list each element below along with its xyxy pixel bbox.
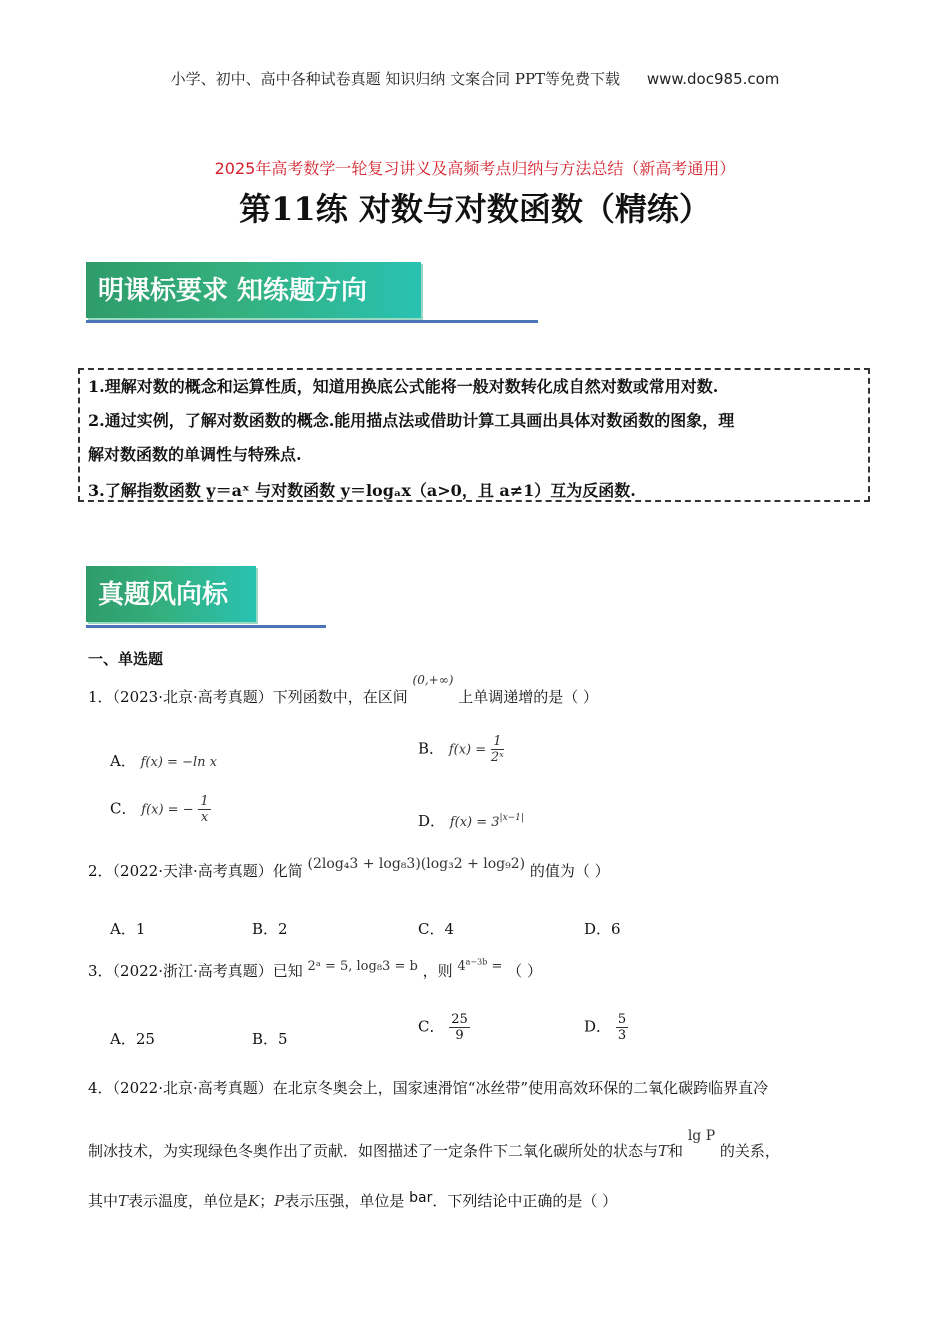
q2-option-b[interactable]: B．2 [252,920,288,938]
question-3-stem: 3．（2022·浙江·高考真题）已知 2ᵃ = 5, log₈3 = b ，则 $4^{a-3b}$ = （ ） [88,957,542,980]
q3-option-d[interactable]: D． $\frac{5}{3}$ [584,1012,627,1043]
question-2-stem: 2．（2022·天津·高考真题）化简 (2log₄3 + log₈3)(log₃2 + log₉2) 的值为（ ） [88,856,610,880]
header-site[interactable]: www.doc985.com [646,70,780,88]
page-header [0,68,950,89]
section-heading: 一、单选题 [88,650,164,668]
q2-option-c[interactable]: C．4 [418,920,455,938]
q3-option-c[interactable]: C． $\frac{25}{9}$ [418,1012,468,1043]
question-4-line-1: 4．（2022·北京·高考真题）在北京冬奥会上，国家速滑馆“冰丝带”使用高效环保的二氧化碳跨临界直冷 [88,1079,769,1097]
banner-underline [86,625,326,628]
q2-option-a[interactable]: A．1 [110,920,146,938]
requirements-box [78,368,870,502]
header-text: 小学、初中、高中各种试卷真题 知识归纳 文案合同 PPT等免费下载 [170,70,621,88]
q1-option-b[interactable]: B． f(x) = $\frac{1}{\text{2ˣ}}$ [418,734,504,765]
requirement-3: 3.了解指数函数 y＝aˣ 与对数函数 y＝logₐx（a>0，且 a≠1）互为反函数. [88,481,636,500]
document-subtitle: 2025年高考数学一轮复习讲义及高频考点归纳与方法总结（新高考通用） [214,159,736,178]
question-1-stem: 1．（2023·北京·高考真题）下列函数中，在区间 $^{(0,+\infty)}$ 上单调递增的是（ ） [88,673,598,706]
requirement-2: 2.通过实例，了解对数函数的概念.能用描点法或借助计算工具画出具体对数函数的图象，理 [88,411,735,430]
section-banner-exam: 真题风向标 [86,566,256,622]
document-title: 第11练 对数与对数函数（精练） [239,190,711,228]
q1-option-d[interactable]: D． $f(x) = 3^{|x-1|}$ [418,812,524,830]
q2-option-d[interactable]: D．6 [584,920,621,938]
q3-option-a[interactable]: A．25 [110,1030,155,1048]
requirement-1: 1.理解对数的概念和运算性质，知道用换底公式能将一般对数转化成自然对数或常用对数. [88,377,719,396]
q1-option-a[interactable]: A． f(x) = −ln x [110,752,217,770]
q3-condition: 2ᵃ = 5, log₈3 = b [307,959,418,974]
question-4-line-3: 其中T表示温度，单位是K；P表示压强，单位是 bar．下列结论中正确的是（ ） [88,1190,618,1210]
q1-option-c[interactable]: C． f(x) = − $\frac{1}{x}$ [110,794,209,825]
q2-expression: (2log₄3 + log₈3)(log₃2 + log₉2) [307,856,526,872]
question-4-line-2: 制冰技术，为实现绿色冬奥作出了贡献．如图描述了一定条件下二氧化碳所处的状态与T和 lg P 的关系， [88,1128,780,1160]
unit-bar: bar [409,1190,433,1206]
lgP-formula: lg P [687,1128,716,1144]
q3-option-b[interactable]: B．5 [252,1030,288,1048]
q3-expression: $4^{a-3b}$ = [457,957,503,974]
interval-formula: (0,+∞) [412,673,454,687]
section-banner-requirements: 明课标要求 知练题方向 [86,262,421,318]
requirement-2-cont: 解对数函数的单调性与特殊点. [88,445,302,464]
banner-underline [86,320,538,323]
